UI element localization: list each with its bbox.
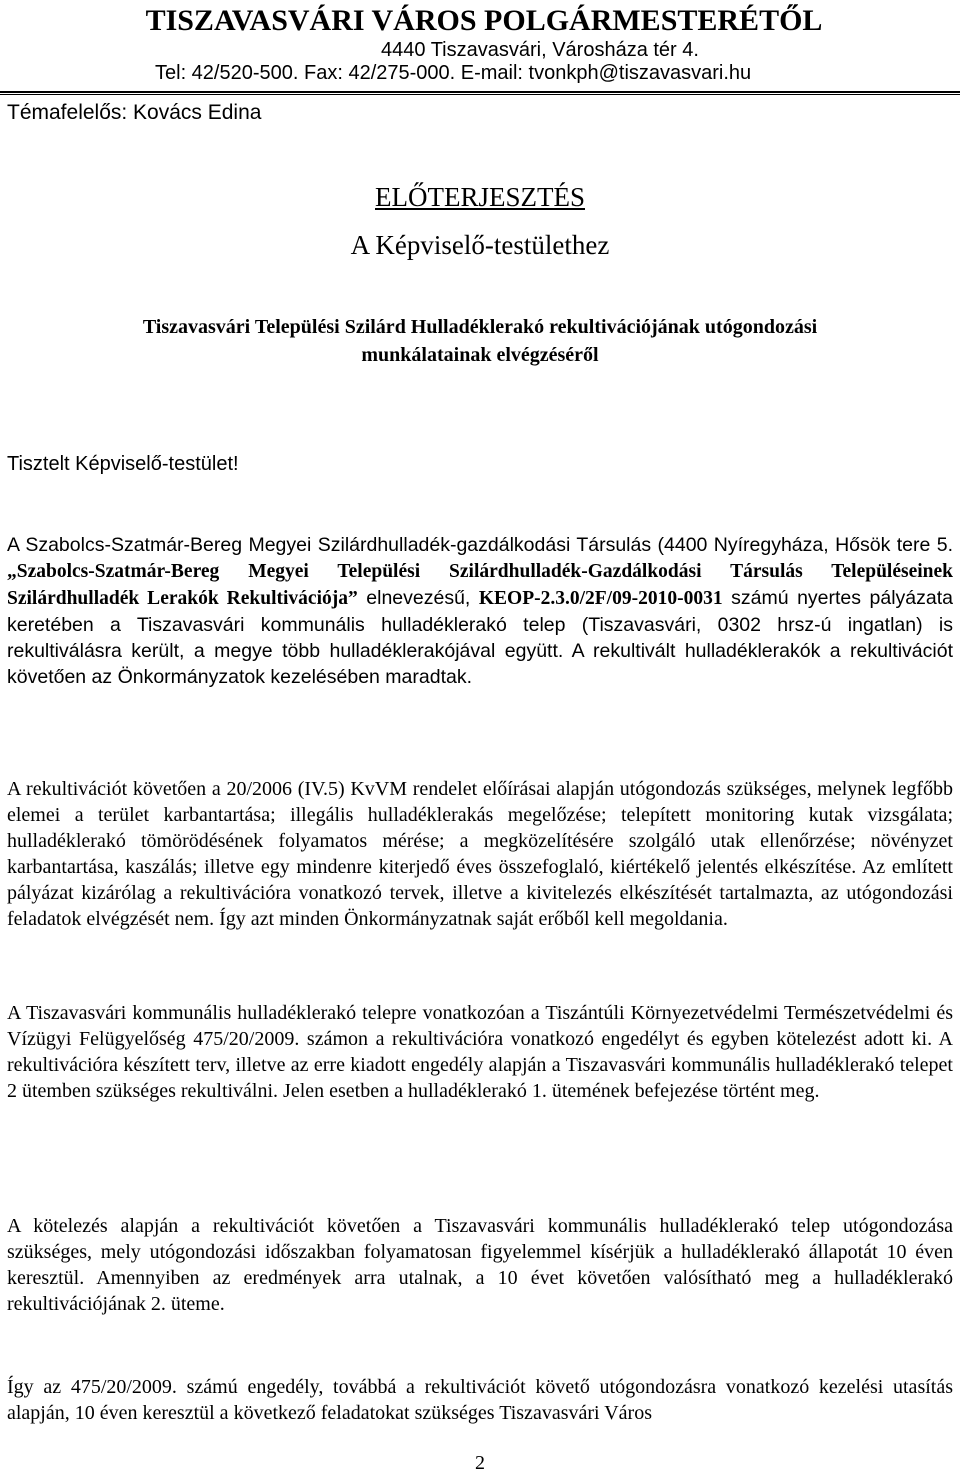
salutation: Tisztelt Képviselő-testület!	[7, 453, 239, 475]
letterhead-title: TISZAVASVÁRI VÁROS POLGÁRMESTERÉTŐL	[145, 4, 823, 37]
paragraph-3: A Tiszavasvári kommunális hulladéklerakó telepre vonatkozóan a Tiszántúli Környezetvédelmi Természetvédelmi és Vízügyi Felügyelőség 475/20/2009. számon a rekultivációra vonatkozó engedélyt és egyben kötelezést adott ki. A rekultivációra készített terv, illetve az erre kiadott engedély alapján a Tiszavasvári kommunális hulladéklerakó telepet 2 ütemben szükséges rekultiválni. Jelen esetben a hulladéklerakó 1. ütemének befejezése történt meg.	[7, 1002, 953, 1102]
subject-line-2: munkálatainak elvégzéséről	[361, 344, 599, 366]
page-number: 2	[475, 1452, 485, 1474]
addressee-heading: A Képviselő-testülethez	[350, 230, 610, 260]
paragraph-4: A kötelezés alapján a rekultivációt követően a Tiszavasvári kommunális hulladéklerakó telep utógondozása szükséges, mely utógondozási időszakban folyamatosan figyelemmel kísérjük a hulladéklerakó állapotát 10 éven keresztül. Amennyiben az eredmények arra utalnak, a 10 évet követően valósítható meg a hulladéklerakó rekultivációjának 2. üteme.	[7, 1215, 953, 1315]
paragraph-1-naming: elnevezésű,	[357, 587, 479, 609]
paragraph-1	[7, 532, 953, 690]
responsible-person: Témafelelős: Kovács Edina	[7, 101, 262, 124]
letterhead-divider	[0, 91, 960, 93]
subject-heading	[0, 313, 960, 369]
paragraph-1-intro: A Szabolcs-Szatmár-Bereg Megyei Szilárdhulladék-gazdálkodási Társulás (4400 Nyíregyháza, Hősök tere 5.	[7, 534, 953, 556]
subject-line-1: Tiszavasvári Települési Szilárd Hulladéklerakó rekultivációjának utógondozási	[142, 316, 818, 338]
letterhead-divider-thin	[0, 94, 960, 95]
letterhead-address: 4440 Tiszavasvári, Városháza tér 4.	[381, 39, 699, 61]
paragraph-2: A rekultivációt követően a 20/2006 (IV.5) KvVM rendelet előírásai alapján utógondozás szükséges, melynek legfőbb elemei a terület karbantartása; illegális hulladéklerakás megelőzése; telepített monitoring kutak vizsgálata; hulladéklerakó tömörödésének folyamatos mérése; a megközelítésére szolgáló utak ellenőrzése; növényzet karbantartása, kaszálás; illetve egy mindenre kiterjedő éves összefoglaló, kiértékelő jelentés elkészítése. Az említett pályázat kizárólag a rekultivációra vonatkozó tervek, illetve a kivitelezés elkészítését tartalmazta, az utógondozási feladatok elvégzését nem. Így azt minden Önkormányzatnak saját erőből kell megoldania.	[7, 778, 953, 930]
paragraph-5: Így az 475/20/2009. számú engedély, továbbá a rekultivációt követő utógondozásra vonatkozó kezelési utasítás alapján, 10 éven keresztül a következő feladatokat szükséges Tiszavasvári Város	[7, 1376, 953, 1424]
paragraph-1-body: számú nyertes pályázata keretében a Tiszavasvári kommunális hulladéklerakó telep (Tiszavasvári, 0302 hrsz-ú ingatlan) is rekultiválásra került, a megye több hulladéklerakójával együtt. A rekultivált hulladéklerakók a rekultivációt követően az Önkormányzatok kezelésében maradtak.	[7, 587, 954, 688]
project-title: „Szabolcs-Szatmár-Bereg Megyei Települési Szilárdhulladék-Gazdálkodási Társulás Településeinek Szilárdhulladék Lerakók Rekultivációja”	[7, 561, 953, 609]
letterhead-contact: Tel: 42/520-500. Fax: 42/275-000. E-mail: tvonkph@tiszavasvari.hu	[155, 62, 752, 84]
project-code: KEOP-2.3.0/2F/09-2010-0031	[478, 588, 723, 609]
document-type-heading: ELŐTERJESZTÉS	[375, 182, 585, 212]
